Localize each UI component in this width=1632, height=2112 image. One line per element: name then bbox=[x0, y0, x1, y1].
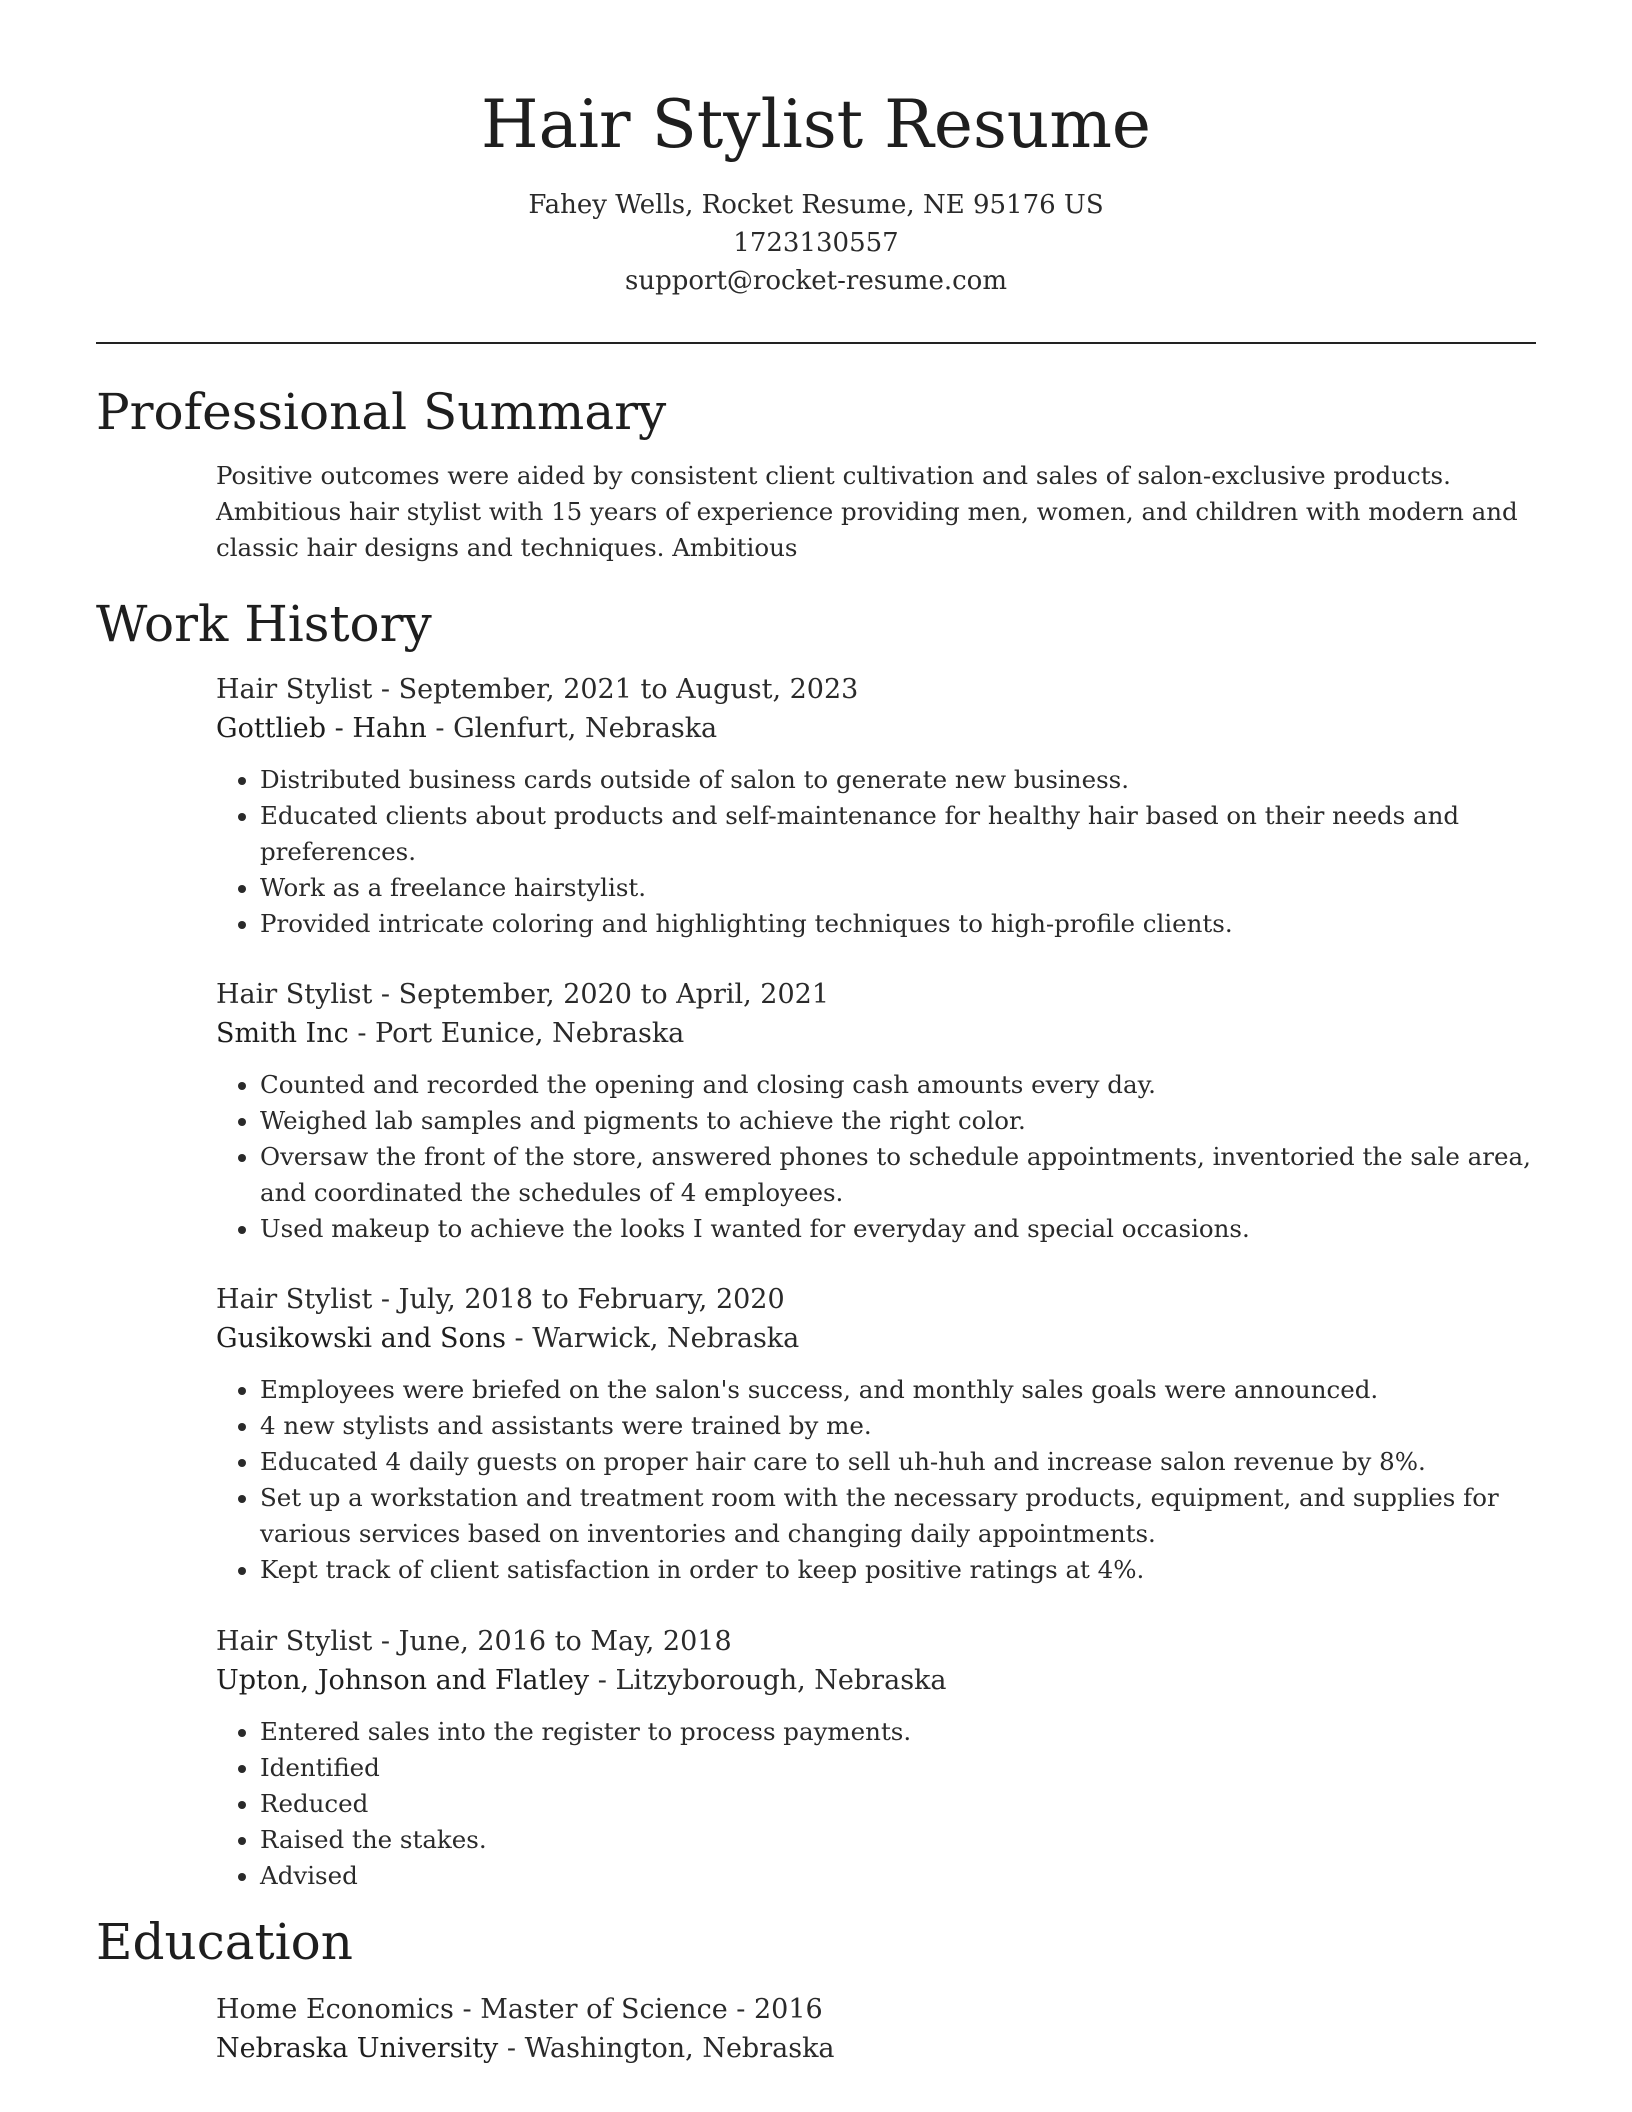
job-company-name: Gusikowski and Sons bbox=[216, 1323, 506, 1354]
list-item: • Advised bbox=[260, 1858, 1536, 1894]
job-title-line: Hair Stylist - June, 2016 to May, 2018 bbox=[216, 1626, 732, 1657]
job-location: - Glenfurt, Nebraska bbox=[426, 713, 718, 744]
section-heading-education: Education bbox=[96, 1913, 353, 1971]
contact-block bbox=[0, 186, 1632, 300]
list-item: • Raised the stakes. bbox=[260, 1822, 1536, 1858]
list-item: • Kept track of client satisfaction in order to keep positive ratings at 4%. bbox=[260, 1552, 1536, 1588]
job-company-name: Upton, Johnson and Flatley bbox=[216, 1665, 590, 1696]
list-item: • Reduced bbox=[260, 1786, 1536, 1822]
list-item: • Distributed business cards outside of salon to generate new business. bbox=[260, 762, 1536, 798]
list-item: • Oversaw the front of the store, answered phones to schedule appointments, inventoried the sale area, and coordinated the schedules of 4 employees. bbox=[260, 1139, 1536, 1211]
job-entry-3 bbox=[216, 1280, 1536, 1588]
list-item: • Set up a workstation and treatment room with the necessary products, equipment, and supplies for various services based on inventories and changing daily appointments. bbox=[260, 1480, 1536, 1552]
job-company-line bbox=[216, 1319, 1536, 1358]
contact-phone: 1723130557 bbox=[733, 228, 899, 258]
education-location: - Washington, Nebraska bbox=[498, 2033, 835, 2064]
job-location: - Warwick, Nebraska bbox=[505, 1323, 800, 1354]
contact-email: support@rocket-resume.com bbox=[624, 266, 1007, 296]
job-location: - Port Eunice, Nebraska bbox=[348, 1018, 685, 1049]
list-item: • Work as a freelance hairstylist. bbox=[260, 870, 1536, 906]
list-item: • Counted and recorded the opening and closing cash amounts every day. bbox=[260, 1067, 1536, 1103]
list-item: • Identified bbox=[260, 1750, 1536, 1786]
list-item: • 4 new stylists and assistants were trained by me. bbox=[260, 1408, 1536, 1444]
list-item: • Used makeup to achieve the looks I wanted for everyday and special occasions. bbox=[260, 1211, 1536, 1247]
resume-header bbox=[0, 80, 1632, 300]
education-degree-line: Home Economics - Master of Science - 2016 bbox=[216, 1994, 823, 2025]
education-school-name: Nebraska University bbox=[216, 2033, 499, 2064]
job-title-line: Hair Stylist - September, 2021 to August, 2023 bbox=[216, 674, 859, 705]
job-entry-4 bbox=[216, 1622, 1536, 1894]
job-entry-1 bbox=[216, 670, 1536, 942]
job-title-line: Hair Stylist - July, 2018 to February, 2020 bbox=[216, 1284, 785, 1315]
education-entry bbox=[216, 1990, 1536, 2068]
section-heading-work: Work History bbox=[96, 595, 432, 653]
education-school-line bbox=[216, 2029, 1536, 2068]
job-bullets bbox=[216, 1067, 1536, 1247]
contact-address: Fahey Wells, Rocket Resume, NE 95176 US bbox=[528, 190, 1104, 220]
job-company-name: Smith Inc bbox=[216, 1018, 349, 1049]
job-bullets bbox=[216, 762, 1536, 942]
list-item: • Educated 4 daily guests on proper hair care to sell uh-huh and increase salon revenue by 8%. bbox=[260, 1444, 1536, 1480]
resume-title: Hair Stylist Resume bbox=[481, 86, 1151, 163]
list-item: • Weighed lab samples and pigments to achieve the right color. bbox=[260, 1103, 1536, 1139]
summary-text: Positive outcomes were aided by consistent client cultivation and sales of salon-exclusive products. Ambitious hair stylist with 15 years of experience providing men, women, and children with modern and classic hair designs and techniques. Ambitious bbox=[216, 461, 1518, 562]
header-divider bbox=[96, 342, 1536, 344]
job-bullets bbox=[216, 1372, 1536, 1588]
list-item: • Employees were briefed on the salon's success, and monthly sales goals were announced. bbox=[260, 1372, 1536, 1408]
job-entry-2 bbox=[216, 975, 1536, 1247]
job-title-line: Hair Stylist - September, 2020 to April, 2021 bbox=[216, 979, 830, 1010]
job-company-line bbox=[216, 709, 1536, 748]
list-item: • Educated clients about products and self-maintenance for healthy hair based on their needs and preferences. bbox=[260, 798, 1536, 870]
job-company-line bbox=[216, 1014, 1536, 1053]
list-item: • Entered sales into the register to process payments. bbox=[260, 1714, 1536, 1750]
job-location: - Litzyborough, Nebraska bbox=[589, 1665, 947, 1696]
job-bullets bbox=[216, 1714, 1536, 1894]
job-company-name: Gottlieb - Hahn bbox=[216, 713, 427, 744]
job-company-line bbox=[216, 1661, 1536, 1700]
section-heading-summary: Professional Summary bbox=[96, 383, 667, 441]
list-item: • Provided intricate coloring and highlighting techniques to high-profile clients. bbox=[260, 906, 1536, 942]
